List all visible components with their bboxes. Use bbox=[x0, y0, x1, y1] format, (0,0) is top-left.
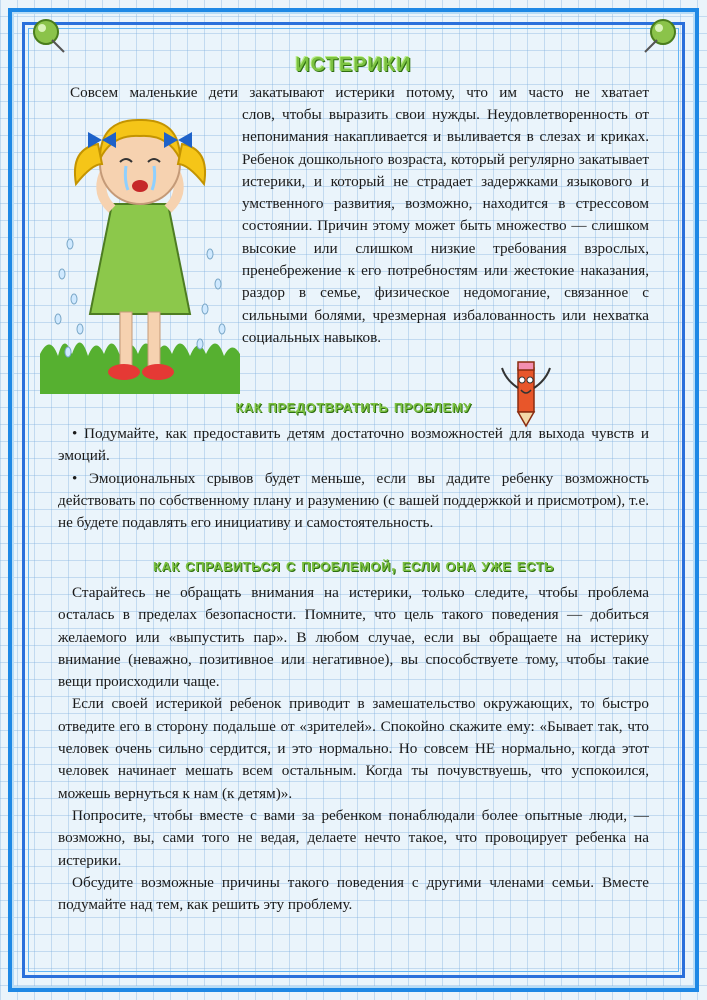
intro-first-line: Совсем маленькие дети закатывают истерики потому, что им часто не хватает bbox=[70, 84, 649, 101]
crying-girl-illustration bbox=[40, 104, 240, 394]
section-heading-prevent: как предотвратить проблему bbox=[235, 396, 472, 416]
pencil-character-icon bbox=[496, 360, 556, 428]
list-item: • Подумайте, как предоставить детям достаточно возможностей для выхода чувств и эмоций. bbox=[58, 425, 649, 465]
list-item: • Эмоциональных срывов будет меньше, если вы дадите ребенку возможность действовать по собственному плану и разумению (с вашей поддержкой и присмотром), т.е. не будете подавлять его инициативу и самостоятельность. bbox=[58, 469, 649, 532]
intro-text: слов, чтобы выразить свои нужды. Неудовлетворенность от непонимания накапливается и выливается в слезах и криках. Ребенок дошкольного возраста, который регулярно закатывает истерики, и который не страдает задержками языкового и умственного развития, возможно, находится в стрессовом состоянии. Причин этому может быть множество — слишком высокие или слишком низкие требования взрослых, пренебрежение к его потребностям или жестокие наказания, раздор в семье, физическое недомогание, связанное с сильными болями, чрезмерная избалованность или нехватка социальных навыков. bbox=[242, 106, 649, 346]
paragraph: Попросите, чтобы вместе с вами за ребенком понаблюдали более опытные люди, — возможно, вы, сами того не ведая, делаете нечто такое, что провоцирует ребенка на истерики. bbox=[58, 806, 649, 869]
paragraph: Если своей истерикой ребенок приводит в замешательство окружающих, то быстро отведите его в сторону подальше от «зрителей». Спокойно скажите ему: «Бывает так, что человек очень сильно сердится, и это нормально. Но совсем НЕ нормально, когда этот человек начинает мешать всем остальным. Когда ты почувствуешь, что успокоился, можешь вернуться к нам (к детям)». bbox=[58, 695, 649, 802]
page-title: истерики bbox=[295, 46, 412, 77]
paragraph: Старайтесь не обращать внимания на истерики, только следите, чтобы проблема осталась в пределах безопасности. Помните, что цель такого поведения — добиться желаемого или «выпустить пар». В любом случае, если вы обращаете на истерику внимание (неважно, позитивное или негативное), вы способствуете тому, чтобы такие вещи происходили чаще. bbox=[58, 584, 649, 691]
paragraph: Обсудите возможные причины такого поведения с другими членами семьи. Вместе подумайте над тем, как решить эту проблему. bbox=[58, 873, 649, 914]
cope-section bbox=[58, 582, 649, 916]
section-heading-cope: как справиться с проблемой, если она уже есть bbox=[153, 555, 554, 575]
prevent-section bbox=[58, 423, 649, 534]
